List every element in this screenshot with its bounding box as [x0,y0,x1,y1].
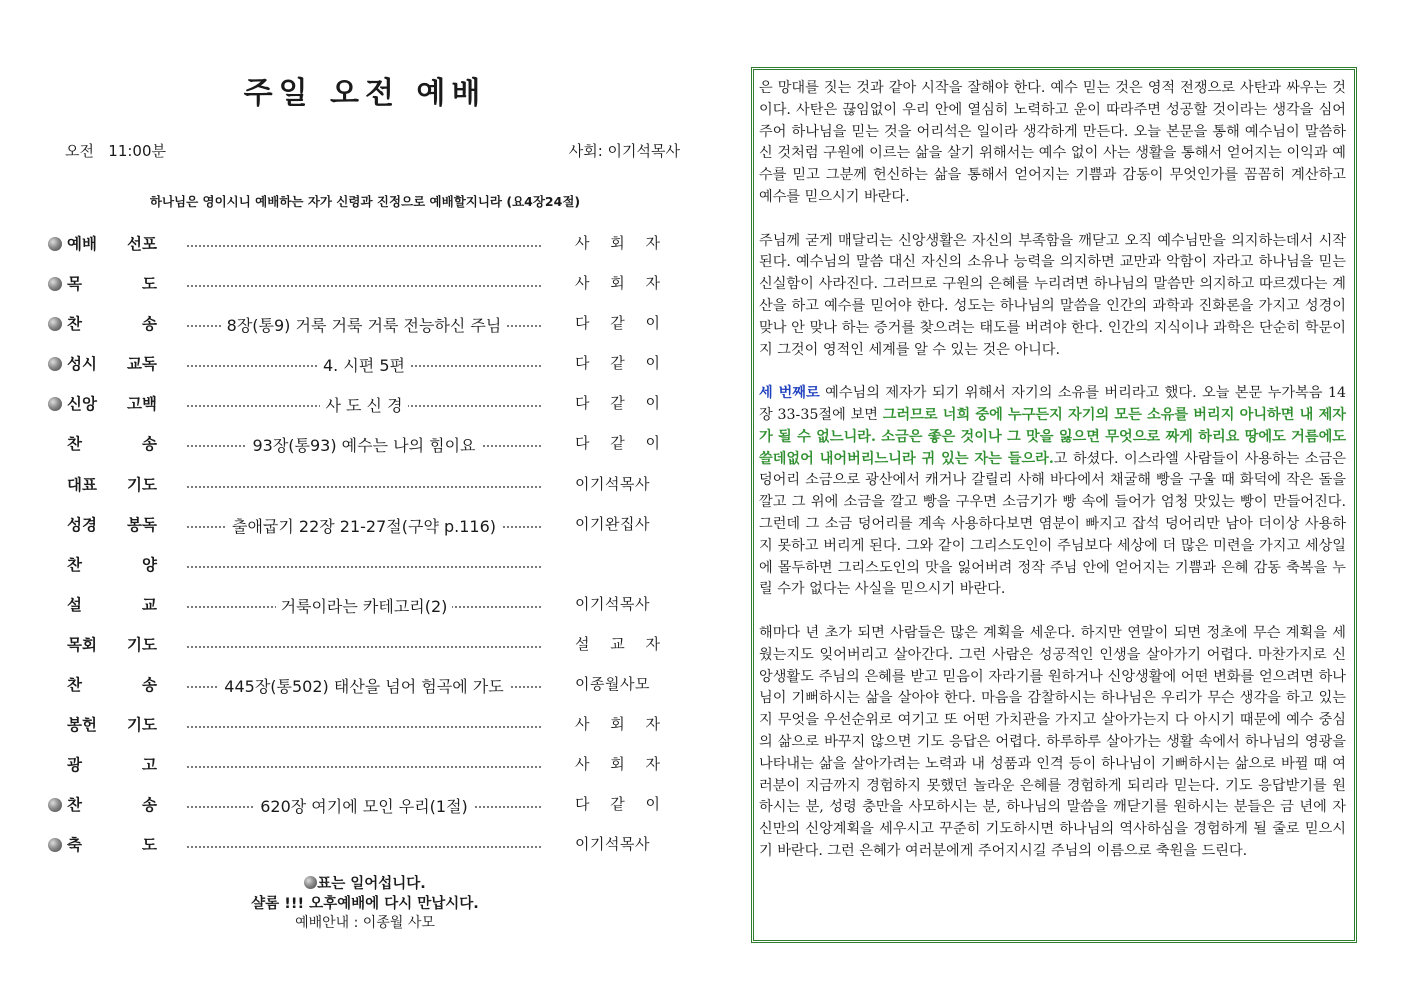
order-item-name: 찬 송 [67,676,157,695]
order-item-content: 거룩이라는 카테고리(2) [187,594,541,617]
order-row [45,506,670,546]
dotted-leader [187,726,541,728]
order-item-name: 예배 선포 [67,235,157,253]
dotted-leader [187,646,541,648]
dotted-leader [187,486,541,488]
order-item-name: 목회 기도 [67,635,157,654]
order-item-content: 사 도 신 경 [187,393,541,416]
sermon-paragraph-3: 세 번째로 예수님의 제자가 되기 위해서 자기의 소유를 버리라고 했다. 오늘 본문 누가복음 14장 33-35절에 보면 그러므로 너희 중에 누구든지 자기의 모든 소유를 버리지 아니하면 내 제자가 될 수 없느니라. 소금은 좋은 것이나 그 맛을 잃으면 무엇으로 짜게 하리요 땅에도 거름에도 쓸데없어 내어버리느니라 귀 있는 자는 들으라.고 하셨다. 이스라엘 사람들이 사용하는 소금은 덩어리 소금으로 광산에서 캐거나 갈릴리 사해 바다에서 채굴해 빵을 구울 때 화덕에 작은 돌을 깔고 그 위에 소금을 깔고 빵을 구우면 소금기가 빵 속에 들어가 엄청 맛있는 빵이 만들어진다. 그런데 그 소금 덩어리를 계속 사용하다보면 염분이 빠지고 잡석 덩어리만 남아 더이상 사용하지 못하고 버리게 된다. 그와 같이 그리스도인이 주님보다 세상에 더 많은 미련을 가지고 세상일에 몰두하면 그리스도인의 맛을 잃어버려 정작 주님 안에 얻어지는 기쁨과 은혜 감동 축복을 누릴 수가 없다는 사실을 믿으시기 바란다. [759,385,1346,598]
sermon-text [759,78,1346,863]
service-time: 오전 11:00분 [65,142,167,160]
order-row [45,706,670,746]
order-item-content: 8장(통9) 거룩 거룩 거룩 전능하신 주님 [187,313,541,336]
sermon-paragraph-4: 해마다 년 초가 되면 사람들은 많은 계획을 세운다. 하지만 연말이 되면 정초에 무슨 계획을 세웠는지도 잊어버리고 살아간다. 그런 사람은 성공적인 인생을 살아가기 어렵다. 마찬가지로 신앙생활도 주님의 은혜를 받고 믿음이 자라기를 원하거나 신앙생활에 어떤 변화를 얻으려면 하나님이 기뻐하시는 삶을 살아야 한다. 마음을 감찰하시는 하나님은 우리가 무슨 생각을 하고 있는지 무엇을 우선순위로 여기고 또 어떤 가치관을 가지고 살아가는지 다 아시기 때문에 예수 중심의 삶으로 바꾸지 않으면 기도 응답은 어렵다. 하루하루 살아가는 생활 속에서 하나님의 영광을 나타내는 삶을 살아가려는 노력과 내 성품과 인격 등이 하나님이 기뻐하시는 삶으로 바뀔 때 여러분이 지금까지 경험하지 못했던 놀라운 은혜를 경험하게 되리라 믿는다. 기도 응답받기를 원하시는 분, 성령 충만을 사모하시는 분, 하나님의 말씀을 깨닫기를 원하시는 분들은 금 년에 자신만의 신앙계획을 세우시고 꾸준히 기도하시면 하나님의 역사하심을 경험하게 될 줄로 믿으시기 바란다. 그런 은혜가 여러분에게 주어지시길 주님의 이름으로 축원을 드린다. [759,624,1346,859]
order-row [45,305,670,345]
order-row [45,826,670,866]
order-item-leader: 이종월사모 [575,675,650,694]
order-item-name: 찬 송 [67,315,157,334]
order-row [45,385,670,425]
order-item-leader: 다 같 이 [575,434,660,453]
order-item-name: 축 도 [67,836,157,855]
order-item-content: 4. 시편 5편 [187,353,541,376]
order-item-name: 대표 기도 [67,475,157,494]
sermon-paragraph-1: 은 망대를 짓는 것과 같아 시작을 잘해야 한다. 예수 믿는 것은 영적 전쟁으로 사탄과 싸우는 것이다. 사탄은 끊임없이 우리 안에 열심히 노력하고 운이 따라주면 성공할 것이라는 생각을 심어주어 하나님을 믿는 것을 어리석은 일이라 생각하게 만든다. 오늘 본문을 통해 예수님이 말씀하신 것처럼 구원에 이르는 삶을 살기 위해서는 예수 없이 사는 생활을 통해서 얻어지는 이익과 예수를 믿고 그분께 헌신하는 삶을 통해서 얻어지는 기쁨과 감동이 무엇인가를 꼼꼼히 계산하고 예수를 믿으시기 바란다. [759,80,1346,205]
order-item-name: 설 교 [67,595,157,614]
order-row [45,546,670,586]
scripture-quote: 그러므로 너희 중에 누구든지 자기의 모든 소유를 버리지 아니하면 내 제자가 될 수 없느니라. 소금은 좋은 것이나 그 맛을 잃으면 무엇으로 짜게 하리요 땅에도 거름에도 쓸데없어 내어버리느니라 귀 있는 자는 들으라. [759,406,1346,467]
order-item-leader: 사 회 자 [575,274,660,293]
sermon-box [751,67,1357,943]
order-item-leader: 다 같 이 [575,795,660,814]
order-item-name: 찬 송 [67,435,157,454]
order-item-leader: 사 회 자 [575,234,660,252]
standing-note: 표는 일어섭니다. [45,872,685,893]
order-item-content: 445장(통502) 태산을 넘어 험곡에 가도 [187,674,541,697]
order-item-leader: 다 같 이 [575,394,660,413]
order-item-name: 찬 양 [67,555,157,574]
order-of-worship [45,60,680,960]
order-row [45,666,670,706]
page-title: 주일 오전 예배 [243,76,487,111]
order-row [45,225,670,265]
service-host: 사회: 이기석목사 [568,142,680,160]
order-item-leader: 이기완집사 [575,514,650,533]
order-item-leader: 이기석목사 [575,594,650,613]
order-item-name: 신앙 고백 [67,395,157,414]
point-heading: 세 번째로 [759,385,820,402]
order-item-leader: 이기석목사 [575,474,650,493]
dotted-leader [187,285,541,287]
dotted-leader [187,766,541,768]
order-item-name: 광 고 [67,756,157,775]
order-item-name: 성경 봉독 [67,515,157,534]
bullet-icon [304,876,317,889]
order-row [45,786,670,826]
closing-greeting: 샬롬 !!! 오후예배에 다시 만납시다. [251,896,479,912]
sermon-paragraph-2: 주님께 굳게 매달리는 신앙생활은 자신의 부족함을 깨닫고 오직 예수님만을 의지하는데서 시작된다. 예수님의 말씀 대신 자신의 소유나 능력을 의지하면 교만과 악함이 자라고 하나님을 믿는 신실함이 사라진다. 그러므로 구원의 은혜를 누리려면 하나님의 말씀만 의지하고 따르겠다는 계산을 하고 예수를 믿어야 한다. 성도는 하나님의 말씀을 인간의 과학과 진화론을 가지고 성경이 맞나 안 맞나 하는 증거를 찾으려는 태도를 버려야 한다. 인간의 지식이나 과학은 단순히 학문이지 그것이 영적인 세계를 알 수 있는 것은 아니다. [759,232,1346,358]
worship-guide: 예배안내 : 이종월 사모 [295,915,435,931]
order-item-leader: 이기석목사 [575,835,650,854]
order-item-content: 93장(통93) 예수는 나의 힘이요 [187,433,541,456]
order-item-content: 620장 여기에 모인 우리(1절) [187,794,541,817]
bullet-icon [48,838,62,852]
bullet-icon [48,237,62,251]
order-row [45,466,670,506]
bullet-icon [48,277,62,291]
dotted-leader [187,846,541,848]
bullet-icon [48,798,62,812]
theme-verse: 하나님은 영이시니 예배하는 자가 신령과 진정으로 예배할지니라 (요4장24절) [149,194,581,209]
order-item-name: 성시 교독 [67,355,157,374]
order-item-name: 목 도 [67,275,157,294]
order-row [45,265,670,305]
order-item-content: 출애굽기 22장 21-27절(구약 p.116) [187,514,541,537]
bullet-icon [48,317,62,331]
dotted-leader [187,245,541,247]
order-row [45,425,670,465]
dotted-leader [187,566,541,568]
order-item-name: 봉헌 기도 [67,716,157,735]
bullet-icon [48,397,62,411]
order-row [45,746,670,786]
order-item-name: 찬 송 [67,796,157,815]
order-item-leader: 사 회 자 [575,755,660,774]
order-row [45,345,670,385]
worship-order-list [45,225,670,867]
order-row [45,586,670,626]
order-row [45,626,670,666]
bullet-icon [48,357,62,371]
order-item-leader: 다 같 이 [575,354,660,373]
order-item-leader: 설 교 자 [575,634,660,653]
order-item-leader: 다 같 이 [575,314,660,333]
order-item-leader: 사 회 자 [575,715,660,734]
